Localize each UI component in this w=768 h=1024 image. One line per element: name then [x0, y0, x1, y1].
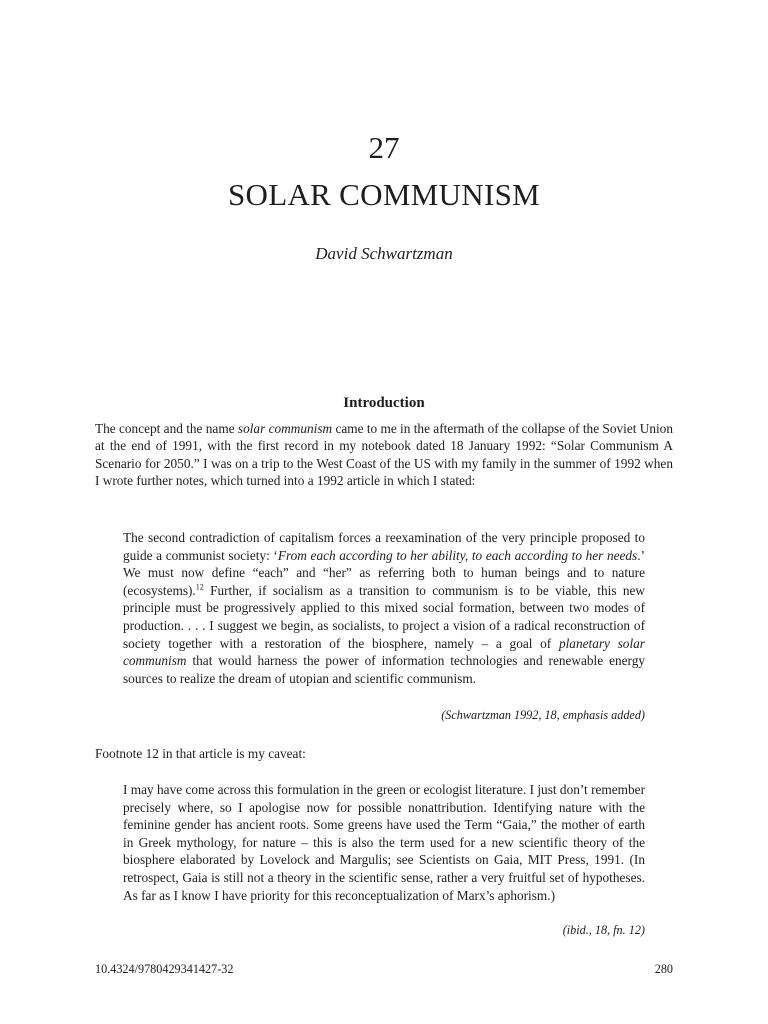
citation-2: (ibid., 18, fn. 12)	[562, 923, 645, 937]
chapter-number: 27	[368, 130, 400, 165]
footnote-ref-12[interactable]: 12	[195, 582, 204, 592]
page-number: 280	[654, 962, 673, 976]
footnote-intro: Footnote 12 in that article is my caveat:	[95, 746, 306, 761]
section-heading-introduction: Introduction	[343, 395, 425, 411]
chapter-author: David Schwartzman	[315, 244, 453, 263]
doi-footer: 10.4324/9780429341427-32	[95, 962, 234, 976]
block-quote-2: I may have come across this formulation in the green or ecologist literature. I just don’t remember precisely where, so I apologise now for possible nonattribution. Identifying nature with the feminine gender has ancient roots. Some greens have used the Term “Gaia,” the mother of earth in Greek mythology, for nature – this is also the term used for a new scientific theory of the biosphere elaborated by Lovelock and Margulis; see Scientists on Gaia, MIT Press, 1991. (In retrospect, Gaia is still not a theory in the scientific sense, rather a very fruitful set of hypotheses. As far as I know I have priority for this reconceptualization of Marx’s aphorism.)	[123, 782, 645, 903]
block-quote-1: The second contradiction of capitalism forces a reexamination of the very principle proposed to guide a communist society: ‘From each according to her ability, to each according to her needs.’ We must now define “each” and “her” as referring both to human beings and to nature (ecosystems).$^{12}$ Further, if socialism as a transition to communism is to be viable, this new principle must be progressively applied to this mixed social formation, between two modes of production. . . . I suggest we begin, as socialists, to project a vision of a radical reconstruction of society together with a restoration of the biosphere, namely – a goal of planetary solar communism that would harness the power of information technologies and renewable energy sources to realize the dream of utopian and scientific communism.	[123, 530, 645, 686]
chapter-title: SOLAR COMMUNISM	[228, 177, 540, 212]
intro-paragraph: The concept and the name solar communism came to me in the aftermath of the collapse of the Soviet Union at the end of 1991, with the first record in my notebook dated 18 January 1992: “Solar Communism A Scenario for 2050.” I was on a trip to the West Coast of the US with my family in the summer of 1992 when I wrote further notes, which turned into a 1992 article in which I stated:	[95, 421, 673, 489]
citation-1: (Schwartzman 1992, 18, emphasis added)	[441, 708, 645, 722]
